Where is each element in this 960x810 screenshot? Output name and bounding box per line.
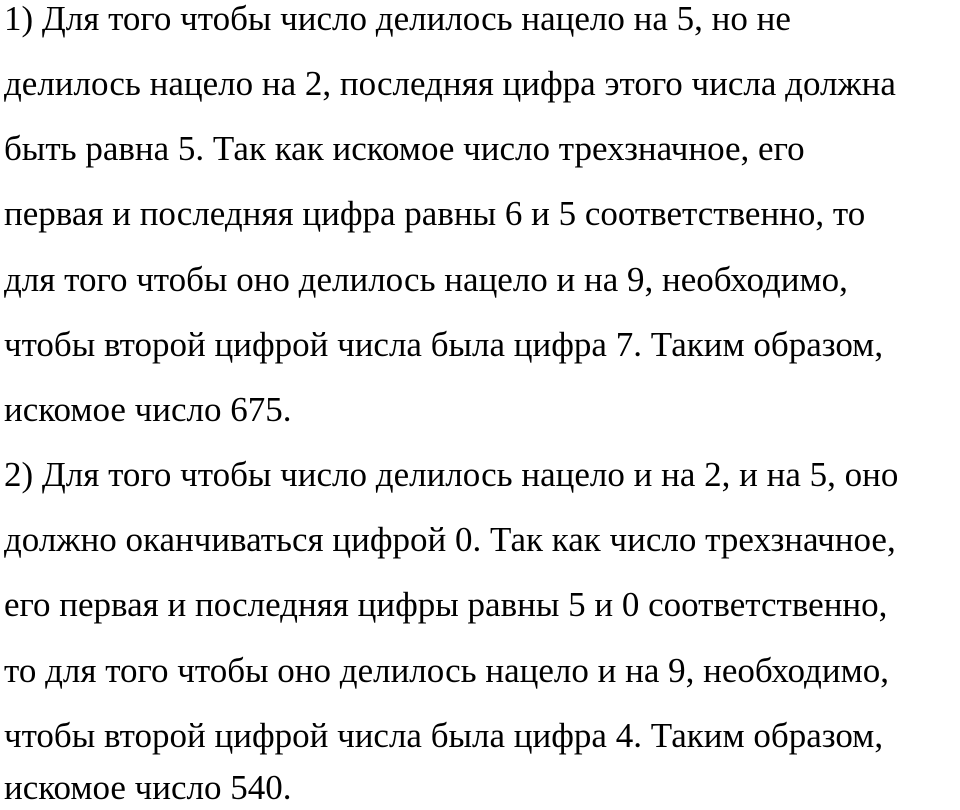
paragraph-2-line-1: 2) Для того чтобы число делилось нацело и на 2, и на 5, оно [4,455,899,494]
paragraph-1-line-3: быть равна 5. Так как искомое число трехзначное, его [4,129,805,168]
paragraph-2-line-4: то для того чтобы оно делилось нацело и на 9, необходимо, [4,651,889,690]
paragraph-2-line-3: его первая и последняя цифры равны 5 и 0 соответственно, [4,585,888,624]
paragraph-2-line-6: искомое число 540. [4,768,292,807]
paragraph-1-line-2: делилось нацело на 2, последняя цифра этого числа должна [4,64,896,103]
paragraph-1-line-7: искомое число 675. [4,390,292,429]
paragraph-2-line-2: должно оканчиваться цифрой 0. Так как число трехзначное, [4,520,896,559]
paragraph-1-line-5: для того чтобы оно делилось нацело и на 9, необходимо, [4,260,848,299]
paragraph-2-line-5: чтобы второй цифрой числа была цифра 4. Таким образом, [4,716,884,755]
paragraph-1-line-4: первая и последняя цифра равны 6 и 5 соответственно, то [4,194,866,233]
paragraph-1-line-6: чтобы второй цифрой числа была цифра 7. Таким образом, [4,325,884,364]
paragraph-1-line-1: 1) Для того чтобы число делилось нацело на 5, но не [4,0,791,38]
